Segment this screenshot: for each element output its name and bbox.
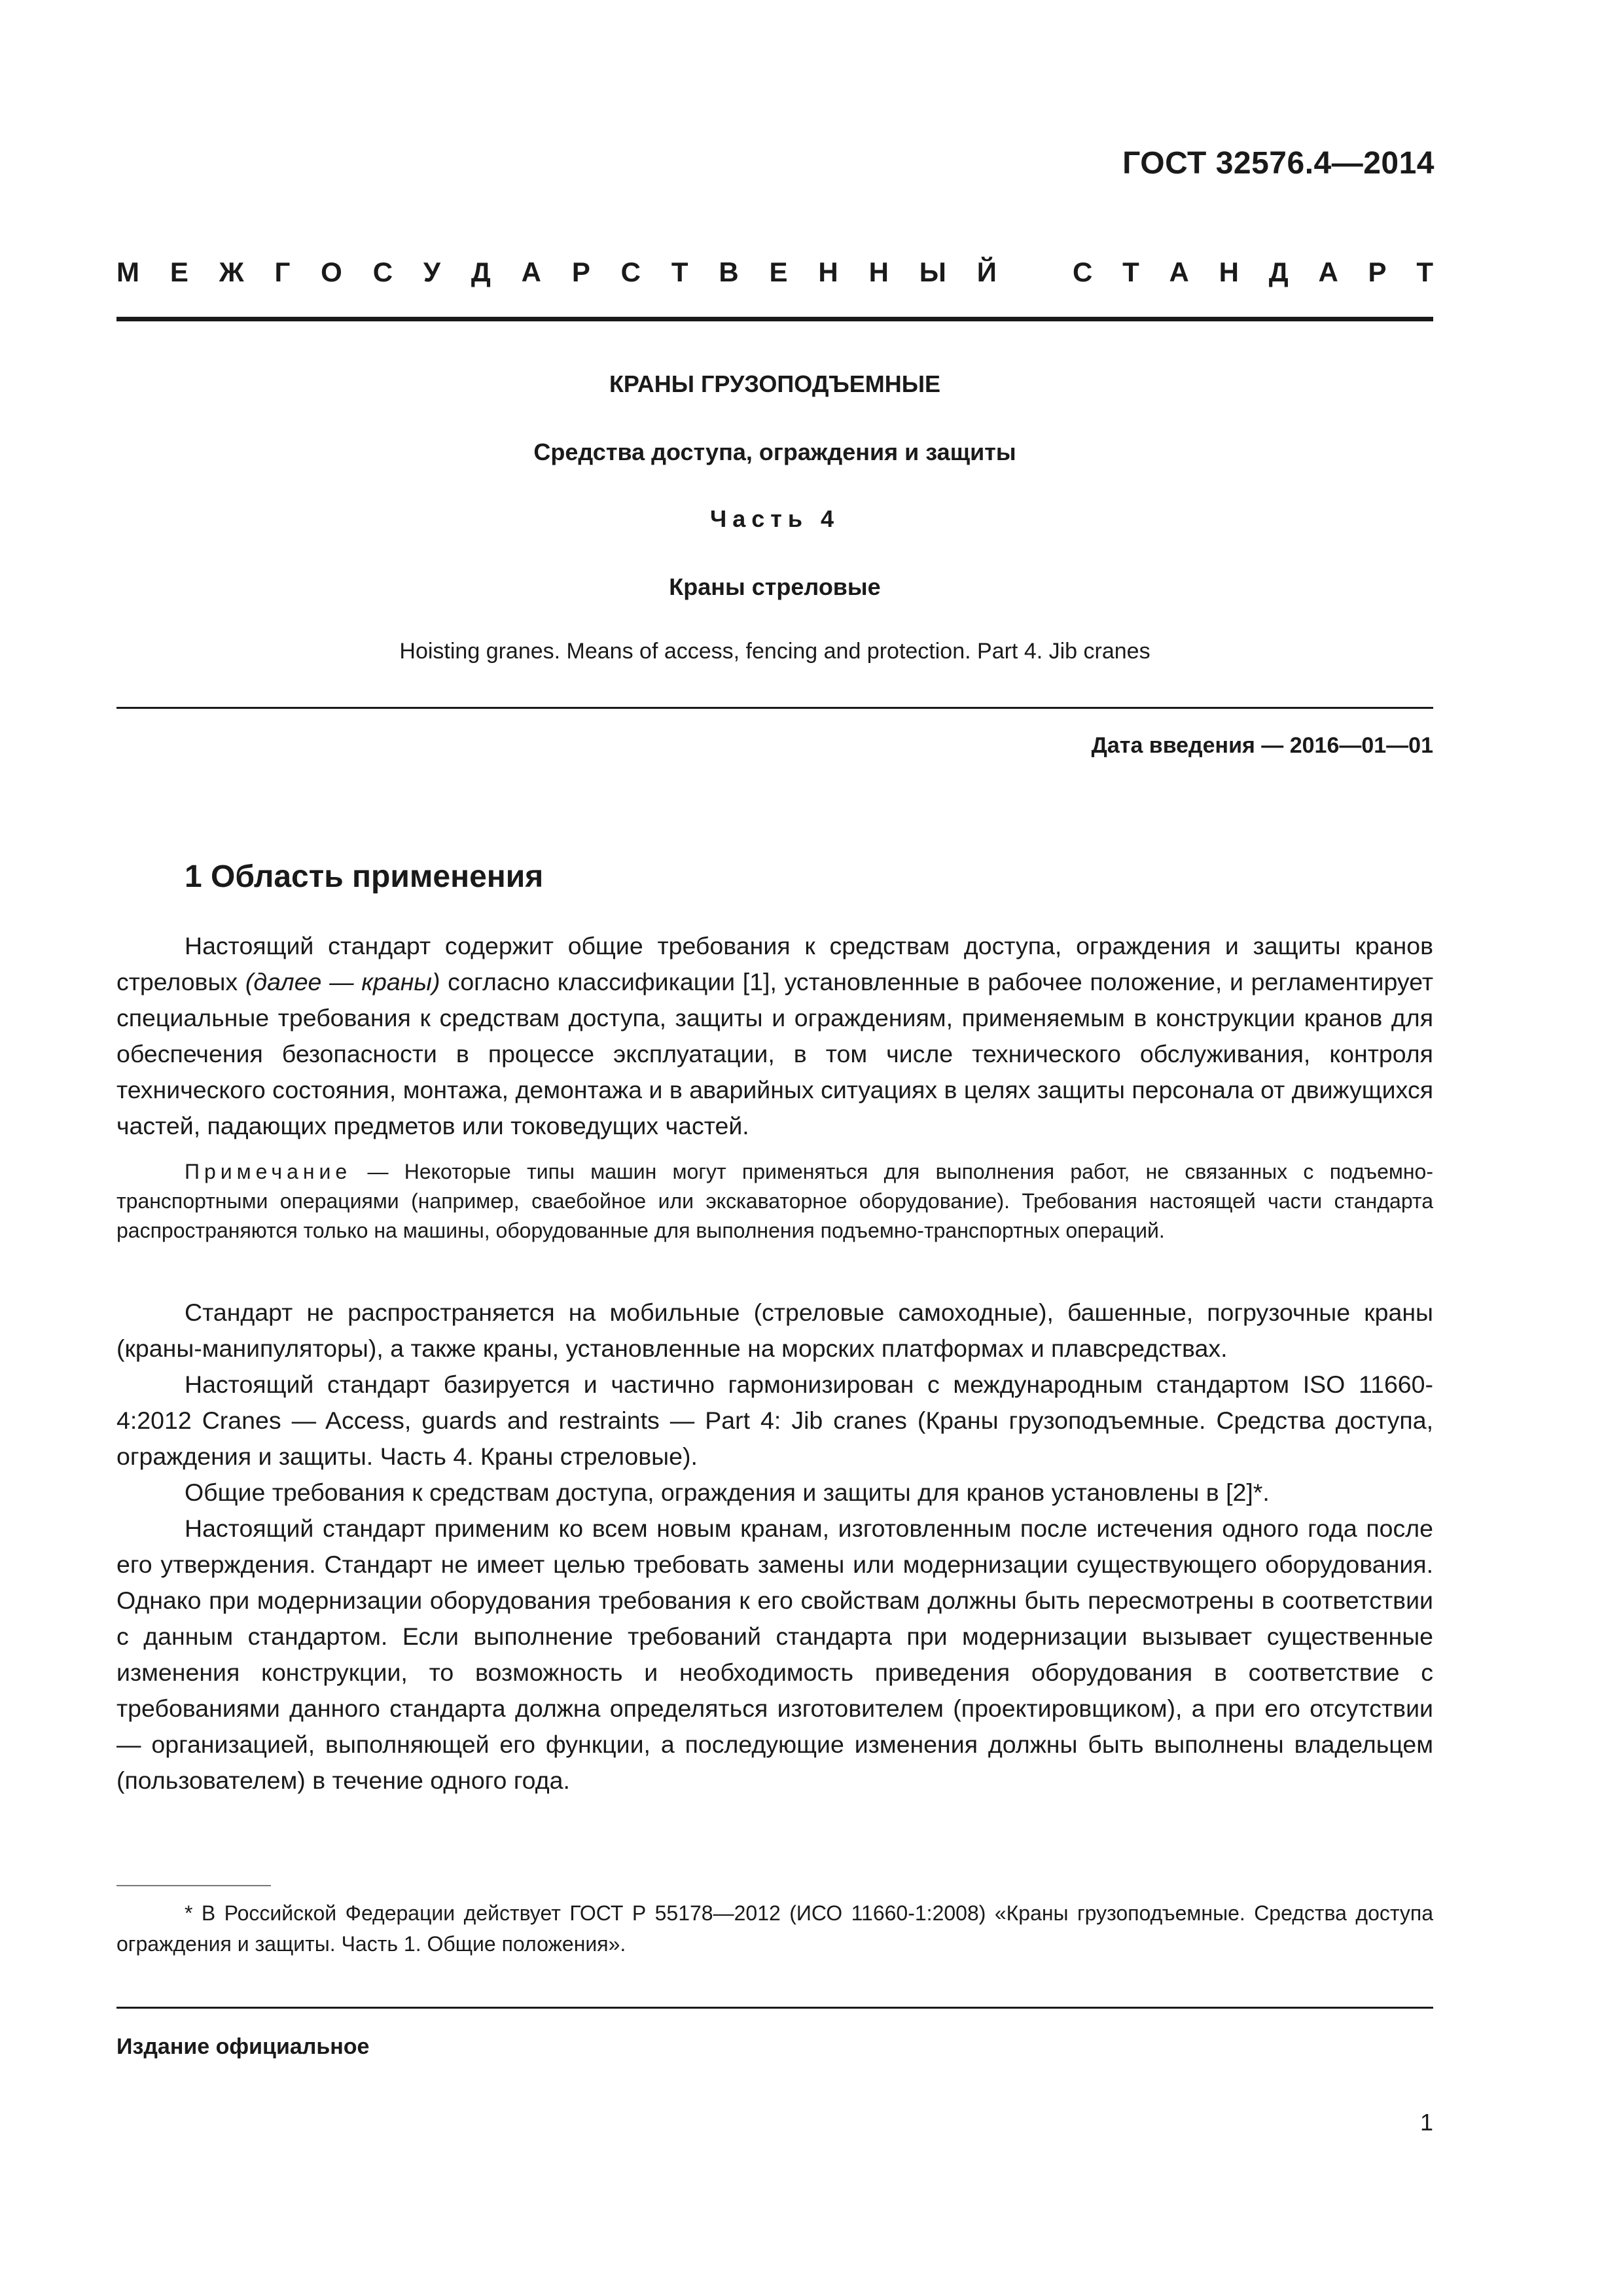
scope-paragraph bbox=[116, 928, 1433, 1144]
banner-letter: У bbox=[423, 257, 441, 287]
banner-letter: О bbox=[321, 257, 342, 287]
banner-divider bbox=[116, 317, 1433, 321]
introduction-date: Дата введения — 2016—01—01 bbox=[1091, 733, 1433, 758]
footer-divider bbox=[116, 2007, 1433, 2009]
scope-paragraphs-continued bbox=[116, 1295, 1433, 1799]
banner-word-standard bbox=[1073, 257, 1433, 288]
standard-number: ГОСТ 32576.4—2014 bbox=[1122, 146, 1435, 181]
scope-text: согласно классификации [1], установленные в рабочее положение, и регламентирует специальные требования к средствам доступа, защиты и ограждениям, применяемым в конструкции кранов для обеспечения безопасности в процессе эксплуатации, в том числе технического обслуживания, контроля технического состояния, монтажа, демонтажа и в аварийных ситуациях в целях защиты персонала от движущихся частей, падающих предметов или токоведущих частей. bbox=[116, 968, 1434, 1139]
note-paragraph bbox=[116, 1157, 1433, 1246]
banner-letter: Д bbox=[471, 257, 491, 287]
document-part: Часть 4 bbox=[709, 505, 840, 532]
exclusions-paragraph: Стандарт не распространяется на мобильные (стреловые самоходные), башенные, погрузочные краны (краны-манипуляторы), а также краны, установленные на морских платформах и плавсредствах. bbox=[116, 1299, 1433, 1362]
banner-letter: Т bbox=[671, 257, 688, 287]
document-title: КРАНЫ ГРУЗОПОДЪЕМНЫЕ bbox=[609, 370, 941, 397]
applicability-paragraph: Настоящий стандарт применим ко всем новым кранам, изготовленным после истечения одного года после его утверждения. Стандарт не имеет целью требовать замены или модернизации существующего оборудования. Однако при модернизации оборудования требования к его свойствам должны быть пересмотрены в соответствии с данным стандартом. Если выполнение требований стандарта при модернизации вызывает существенные изменения конструкции, то возможность и необходимость приведения оборудования в соответствие с требованиями данного стандарта должна определяться изготовителем (проектировщиком), а при его отсутствии — организацией, выполняющей его функции, а последующие изменения должны быть выполнены владельцем (пользователем) в течение одного года. bbox=[116, 1515, 1433, 1794]
banner-letter: Н bbox=[1219, 257, 1239, 287]
section-heading: 1 Область применения bbox=[185, 859, 544, 894]
banner-letter: А bbox=[1169, 257, 1189, 287]
banner-letter: Г bbox=[274, 257, 291, 287]
banner-letter: С bbox=[620, 257, 641, 287]
banner-letter: Н bbox=[818, 257, 838, 287]
banner-letter: А bbox=[521, 257, 541, 287]
page-number: 1 bbox=[1419, 2109, 1433, 2136]
official-edition-label: Издание официальное bbox=[116, 2034, 370, 2059]
scope-italic-text: (далее — краны) bbox=[245, 968, 440, 996]
banner-letter: Т bbox=[1122, 257, 1139, 287]
english-title: Hoisting granes. Means of access, fencing and protection. Part 4. Jib cranes bbox=[399, 639, 1150, 664]
banner-letter: Ж bbox=[219, 257, 244, 287]
general-requirements-paragraph: Общие требования к средствам доступа, ограждения и защиты для кранов установлены в [2]*. bbox=[185, 1479, 1270, 1506]
banner-letter: М bbox=[116, 257, 139, 287]
document-subtitle: Средства доступа, ограждения и защиты bbox=[533, 439, 1016, 465]
scope-paragraph-block bbox=[116, 928, 1433, 1144]
harmonization-paragraph: Настоящий стандарт базируется и частично гармонизирован с международным стандартом ISO 11660-4:2012 Cranes — Access, guards and restraints — Part 4: Jib cranes (Краны грузоподъемные. Средства доступа, ограждения и защиты. Часть 4. Краны стреловые). bbox=[116, 1371, 1433, 1470]
banner-letter: В bbox=[719, 257, 739, 287]
banner-letter: Р bbox=[571, 257, 590, 287]
title-divider bbox=[116, 707, 1433, 709]
scope-text: Настоящий стандарт содержит общие требования к средствам доступа, ограждения и защиты кранов стреловых bbox=[116, 932, 1433, 996]
banner-letter: С bbox=[372, 257, 393, 287]
footnote-separator bbox=[116, 1885, 271, 1886]
banner-letter: Р bbox=[1368, 257, 1387, 287]
banner-letter: Й bbox=[976, 257, 997, 287]
banner-letter: С bbox=[1073, 257, 1093, 287]
banner-letter: Е bbox=[169, 257, 188, 287]
document-crane-type: Краны стреловые bbox=[669, 573, 881, 600]
interstate-standard-banner bbox=[116, 257, 1433, 288]
banner-word-interstate bbox=[116, 257, 997, 288]
note-block bbox=[116, 1157, 1433, 1246]
banner-letter: Ы bbox=[919, 257, 946, 287]
banner-letter: А bbox=[1318, 257, 1338, 287]
banner-letter: Н bbox=[868, 257, 889, 287]
note-label: Примечание bbox=[185, 1160, 352, 1183]
note-text: — Некоторые типы машин могут применяться для выполнения работ, не связанных с подъемно-транспортными операциями (например, сваебойное или экскаваторное оборудование). Требования настоящей части стандарта распространяются только на машины, оборудованные для выполнения подъемно-транспортных операций. bbox=[116, 1160, 1433, 1242]
footnote: * В Российской Федерации действует ГОСТ Р 55178—2012 (ИСО 11660-1:2008) «Краны грузоподъемные. Средства доступа ограждения и защиты. Часть 1. Общие положения». bbox=[116, 1901, 1433, 1956]
banner-letter: Д bbox=[1268, 257, 1289, 287]
banner-letter: Е bbox=[769, 257, 788, 287]
footnote-block bbox=[116, 1898, 1433, 1960]
banner-letter: Т bbox=[1416, 257, 1433, 287]
